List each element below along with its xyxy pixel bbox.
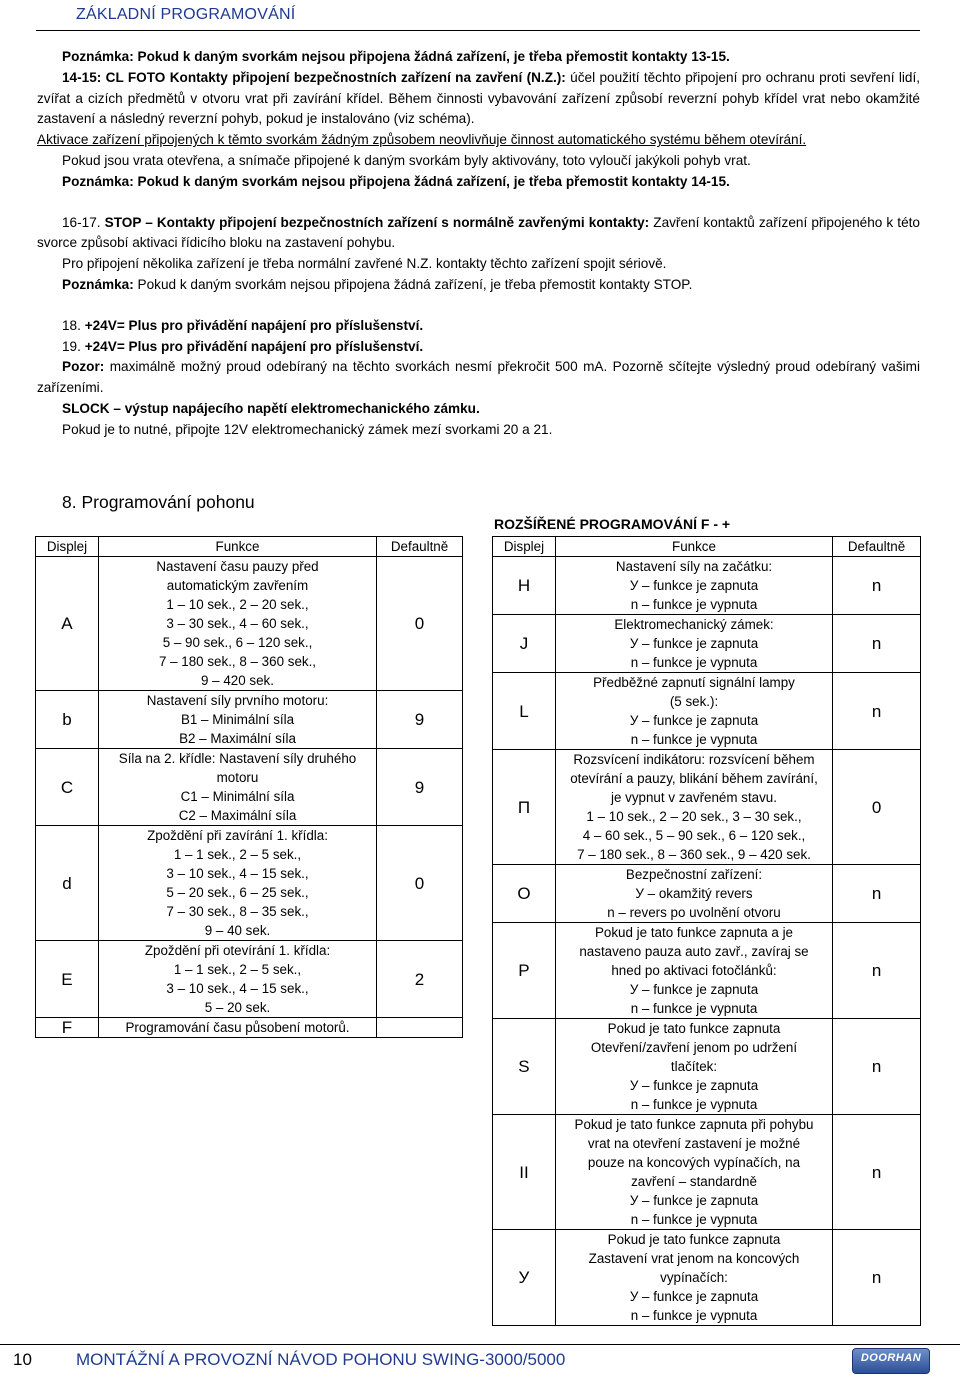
function-cell: Síla na 2. křídle: Nastavení síly druhého motoru C1 – Minimální síla C2 – Maximální síla [98, 749, 376, 826]
default-cell: n [833, 1115, 921, 1230]
note-14-15: Poznámka: Pokud k daným svorkám nejsou připojena žádná zařízení, je třeba přemostit kontakty 14-15. [62, 173, 730, 189]
default-cell: 0 [377, 557, 463, 691]
default-cell: 9 [377, 691, 463, 749]
page-footer [0, 1340, 960, 1381]
default-cell: n [833, 923, 921, 1019]
default-cell: 9 [377, 749, 463, 826]
function-cell: Zpoždění při zavírání 1. křídla: 1 – 1 sek., 2 – 5 sek., 3 – 10 sek., 4 – 15 sek., 5 – 20 sek., 6 – 25 sek., 7 – 30 sek., 8 – 35 sek., 9 – 40 sek. [98, 826, 376, 941]
function-cell: Pokud je tato funkce zapnuta při pohybu vrat na otevření zastavení je možné pouze na koncových vypínačích, na zavření – standardně У – funkce je zapnuta n – funkce je vypnuta [555, 1115, 832, 1230]
section-number: 8. [62, 492, 77, 512]
table-row [36, 557, 463, 691]
header-function: Funkce [98, 537, 376, 557]
display-cell: O [493, 865, 556, 923]
table-row [493, 1019, 921, 1115]
table-row [493, 865, 921, 923]
default-cell: 0 [833, 750, 921, 865]
header-display: Displej [36, 537, 99, 557]
function-cell: Programování času působení motorů. [98, 1018, 376, 1038]
display-cell: S [493, 1019, 556, 1115]
table-row [493, 673, 921, 750]
slock-title: SLOCK – výstup napájecího napětí elektromechanického zámku. [62, 400, 480, 416]
default-cell: n [833, 1019, 921, 1115]
paragraph-16-17-text: Zavření kontaktů zařízení připojeného k této svorce způsobí aktivaci řídicího bloku na zastavení pohybu. [37, 214, 920, 251]
paragraph-14-15-purpose: účel použití těchto připojení pro ochranu proti sevření lidí, zvířat a cizích předmětů v otvoru vrat při zavírání křídel. [37, 69, 921, 106]
terminal-19 [37, 337, 920, 358]
display-cell: b [36, 691, 99, 749]
function-cell: Předběžné zapnutí signální lampy (5 sek.): У – funkce je zapnuta n – funkce je vypnuta [555, 673, 832, 750]
table-row [36, 826, 463, 941]
table-row [493, 750, 921, 865]
open-gate-note: Pokud jsou vrata otevřena, a snímače připojené k daným svorkám byly aktivovány, toto vyloučí jakýkoli pohyb vrat. [62, 152, 751, 168]
function-cell: Nastavení síly na začátku: У – funkce je zapnuta n – funkce je vypnuta [555, 557, 832, 615]
doorhan-logo [852, 1348, 930, 1374]
activation-note: Aktivace zařízení připojených k těmto svorkám žádným způsobem neovlivňuje činnost automatického systému během otevírání. [37, 132, 807, 148]
default-cell: n [833, 673, 921, 750]
page-number: 10 [13, 1350, 32, 1369]
terminal-19-number: 19. [62, 338, 85, 354]
footer-divider [0, 1344, 960, 1345]
function-cell: Pokud je tato funkce zapnuta Zastavení vrat jenom na koncových vypínačích: У – funkce je zapnuta n – funkce je vypnuta [555, 1230, 832, 1326]
display-cell: F [36, 1018, 99, 1038]
display-cell: II [493, 1115, 556, 1230]
table-row [36, 749, 463, 826]
table-row [36, 691, 463, 749]
default-cell [377, 1018, 463, 1038]
warning-label: Pozor: [62, 359, 105, 375]
series-note: Pro připojení několika zařízení je třeba normální zavřené N.Z. kontakty těchto zařízení spojit sériově. [62, 256, 667, 272]
terminal-18-number: 18. [62, 317, 85, 333]
table-row [493, 923, 921, 1019]
logo-text: DOORHAN [860, 1352, 922, 1364]
basic-programming-table [35, 536, 463, 1038]
section-title: Programování pohonu [81, 492, 255, 512]
display-cell: L [493, 673, 556, 750]
warning-text: maximálně možný proud odebíraný na těchto svorkách nesmí překročit 500 mA. Pozorně sčítejte výsledný proud odebíraný vašimi zařízeními. [37, 359, 920, 396]
header-function: Funkce [555, 537, 832, 557]
function-cell: Elektromechanický zámek: У – funkce je zapnuta n – funkce je vypnuta [555, 615, 832, 673]
term-stop: STOP – Kontakty připojení bezpečnostních zařízení s normálně zavřenými kontakty: [104, 214, 650, 230]
table-row [36, 941, 463, 1018]
function-cell: Nastavení síly prvního motoru: B1 – Minimální síla B2 – Maximální síla [98, 691, 376, 749]
default-cell: 2 [377, 941, 463, 1018]
default-cell: n [833, 615, 921, 673]
function-cell: Rozsvícení indikátoru: rozsvícení během otevírání a pauzy, blikání během zavírání, je vypnut v zavřeném stavu. 1 – 10 sek., 2 – 20 sek., 3 – 30 sek., 4 – 60 sek., 5 – 90 sek., 6 – 120 sek., 7 – 180 sek., 8 – 360 sek., 9 – 420 sek. [555, 750, 832, 865]
display-cell: P [493, 923, 556, 1019]
note-label: Poznámka: [62, 276, 134, 292]
note-stop [37, 275, 920, 296]
display-cell: У [493, 1230, 556, 1326]
function-cell: Bezpečnostní zařízení: У – okamžitý revers n – revers po uvolnění otvoru [555, 865, 832, 923]
display-cell: A [36, 557, 99, 691]
default-cell: n [833, 865, 921, 923]
terminal-18 [37, 316, 920, 337]
table-header-row [36, 537, 463, 557]
header-title: ZÁKLADNÍ PROGRAMOVÁNÍ [76, 6, 296, 23]
extended-programming-title: ROZŠÍŘENÉ PROGRAMOVÁNÍ F - + [494, 516, 731, 532]
display-cell: C [36, 749, 99, 826]
function-cell: Nastavení času pauzy před automatickým zavřením 1 – 10 sek., 2 – 20 sek., 3 – 30 sek., 4 – 60 sek., 5 – 90 sek., 6 – 120 sek., 7 – 180 sek., 8 – 360 sek., 9 – 420 sek. [98, 557, 376, 691]
terminal-18-text: +24V= Plus pro přivádění napájení pro příslušenství. [84, 317, 424, 333]
table-row [493, 615, 921, 673]
section-heading [62, 492, 255, 513]
display-cell: J [493, 615, 556, 673]
footer-title: MONTÁŽNÍ A PROVOZNÍ NÁVOD POHONU SWING-3000/5000 [76, 1350, 566, 1369]
extended-programming-table [492, 536, 921, 1326]
note-stop-text: Pokud k daným svorkám nejsou připojena žádná zařízení, je třeba přemostit kontakty STOP. [133, 276, 693, 292]
table-row [493, 1230, 921, 1326]
warning [37, 357, 920, 399]
paragraph-14-15 [37, 68, 920, 130]
function-cell: Zpoždění při otevírání 1. křídla: 1 – 1 sek., 2 – 5 sek., 3 – 10 sek., 4 – 15 sek., 5 – 20 sek. [98, 941, 376, 1018]
display-cell: E [36, 941, 99, 1018]
function-cell: Pokud je tato funkce zapnuta a je nastaveno pauza auto zavř., zavíraj se hned po aktivaci fotočlánků: У – funkce je zapnuta n – funkce je vypnuta [555, 923, 832, 1019]
header-default: Defaultně [377, 537, 463, 557]
term-16-17-number: 16-17. [62, 214, 105, 230]
table-row [493, 1115, 921, 1230]
header-display: Displej [493, 537, 556, 557]
slock-note: Pokud je to nutné, připojte 12V elektromechanický zámek mezí svorkami 20 a 21. [62, 421, 553, 437]
function-cell: Pokud je tato funkce zapnuta Otevření/zavření jenom po udržení tlačítek: У – funkce je zapnuta n – funkce je vypnuta [555, 1019, 832, 1115]
paragraph-14-15-behaviour: Během činnosti vybavování zařízení způsobí reverzní pohyb křídel vrat nebo okamžité zastavení a následný reverzní pohyb, pokud je instalováno (viz schéma). [37, 90, 920, 127]
display-cell: d [36, 826, 99, 941]
display-cell: H [493, 557, 556, 615]
table-row [36, 1018, 463, 1038]
note-13-15: Poznámka: Pokud k daným svorkám nejsou připojena žádná zařízení, je třeba přemostit kontakty 13-15. [62, 49, 730, 64]
header-default: Defaultně [833, 537, 921, 557]
table-header-row [493, 537, 921, 557]
table-row [493, 557, 921, 615]
terminal-19-text: +24V= Plus pro přivádění napájení pro příslušenství. [84, 338, 424, 354]
default-cell: 0 [377, 826, 463, 941]
display-cell: П [493, 750, 556, 865]
page-header [36, 4, 920, 31]
paragraph-16-17 [37, 213, 920, 255]
term-14-15: 14-15: CL FOTO Kontakty připojení bezpečnostních zařízení na zavření (N.Z.): [62, 69, 566, 85]
body-text [37, 47, 920, 441]
default-cell: n [833, 1230, 921, 1326]
default-cell: n [833, 557, 921, 615]
